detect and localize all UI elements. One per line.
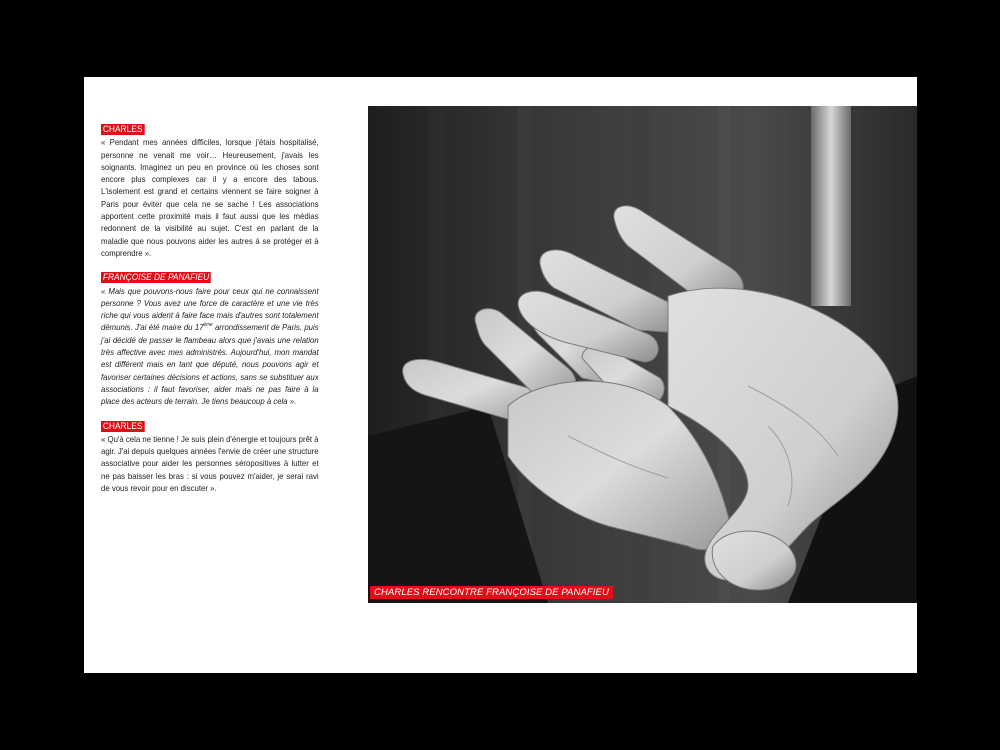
dialogue-text: « Pendant mes années difficiles, lorsque j'étais hospitalisé, personne ne venait me voir… Heureusement, j'avais les soignants. Imaginez un peu en province où les choses sont encore plus complexes car il y a encore des tabous. L'isolement est grand et certains viennent se faire soigner à Paris pour éviter que cela ne se sache ! Les associations apportent cette proximité mais il faut aussi que les médias redonnent de la visibilité au sujet. C'est en parlant de la maladie que nous pouvons aider les autres à se protéger et à comprendre ». — [101, 137, 319, 258]
speaker-label: FRANÇOISE DE PANAFIEU — [102, 272, 210, 283]
hands-photo-illustration — [368, 106, 917, 603]
dialogue-block-charles-2 — [101, 420, 319, 495]
interview-text-column — [101, 123, 319, 506]
dialogue-text-part: « Mais que pouvons-nous faire pour ceux qui ne connaissent personne ? Vous avez une force de caractère et une vie très riche qui vous aident à faire face mais d'autres sont totalement démunis. J'ai été maire du 17 — [101, 285, 319, 333]
dialogue-text-part: arrondissement de Paris, puis j'ai décidé de passer le flambeau alors que j'avais une relation très affective avec mes administrés. Aujourd'hui, mon mandat est différent mais en tant que député, nous pouvons agir et favoriser certaines décisions et actions, sans se substituer aux associations : il faut favoriser, aider mais ne pas faire à la place des acteurs de terrain. Je tiens beaucoup à cela ». — [101, 322, 319, 407]
speaker-label: CHARLES — [102, 420, 143, 431]
hands-photo — [368, 106, 917, 603]
dialogue-block-charles-1 — [101, 123, 319, 259]
dialogue-block-panafieu — [101, 271, 319, 407]
document-page — [84, 77, 917, 673]
ordinal-superscript: ème — [203, 322, 213, 329]
dialogue-text: « Qu'à cela ne tienne ! Je suis plein d'énergie et toujours prêt à agir. J'ai depuis quelques années l'envie de créer une structure associative pour aider les personnes séropositives à lutter et ne pas baisser les bras : si vous pouvez m'aider, je serai ravi de vous revoir pour en discuter ». — [101, 433, 319, 494]
speaker-label: CHARLES — [102, 124, 143, 134]
dialogue-text — [101, 285, 319, 408]
photo-caption: CHARLES RENCONTRE FRANÇOISE DE PANAFIEU — [370, 586, 613, 599]
